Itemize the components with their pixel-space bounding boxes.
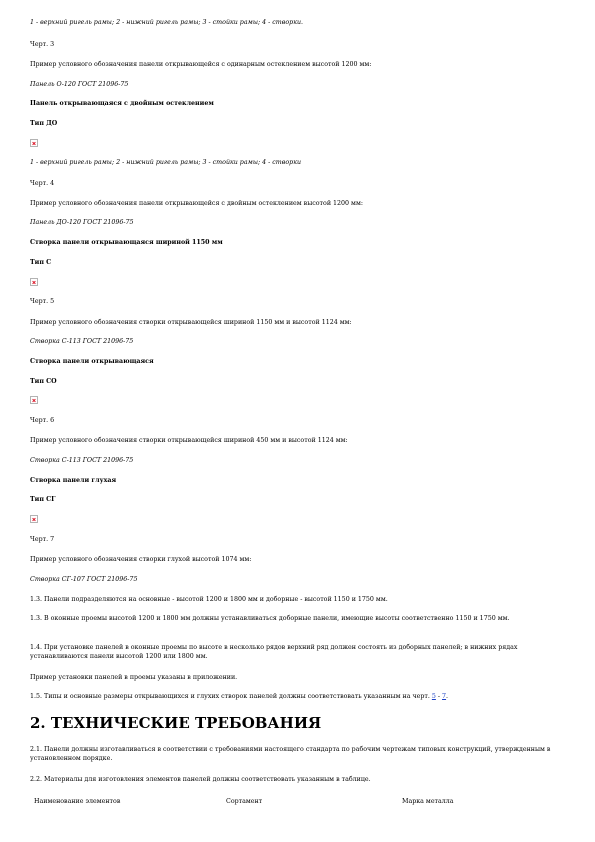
paragraph-1-3b: 1.3. В оконные проемы высотой 1200 и 1800 мм должны устанавливаться доборные панели, имеющие высоты соответственно 1150 и 1750 мм. <box>30 615 510 622</box>
figure-caption: Черт. 5 <box>30 298 55 305</box>
example-text: Пример условного обозначения створки глухой высотой 1074 мм: <box>30 556 252 563</box>
paragraph-note: Пример установки панелей в проемы указаны в приложении. <box>30 674 238 681</box>
type-label: Тип СГ <box>30 496 56 503</box>
example-text: Пример условного обозначения панели открывающейся с двойным остеклением высотой 1200 мм: <box>30 200 363 207</box>
section-subtitle: Створка панели открывающаяся <box>30 358 154 365</box>
legend-text: 1 - верхний ригель рамы; 2 - нижний ригель рамы; 3 - стойки рамы; 4 - створки. <box>30 19 304 26</box>
period: . <box>446 693 449 700</box>
paragraph-2-2: 2.2. Материалы для изготовления элементов панелей должны соответствовать указанным в таблице. <box>30 776 371 783</box>
example-text: Пример условного обозначения створки открывающейся шириной 450 мм и высотой 1124 мм: <box>30 437 348 444</box>
paragraph-1-3: 1.3. Панели подразделяются на основные - высотой 1200 и 1800 мм и доборные - высотой 1150 и 1750 мм. <box>30 596 388 603</box>
designation-example: Створка СГ-107 ГОСТ 21096-75 <box>30 576 138 583</box>
figure-caption: Черт. 6 <box>30 417 55 424</box>
broken-image-icon <box>30 515 38 523</box>
table-header-cell: Наименование элементов <box>34 798 121 805</box>
figure-5-link[interactable]: 5 <box>431 693 436 700</box>
broken-image-icon <box>30 396 38 404</box>
designation-example: Створка С-113 ГОСТ 21096-75 <box>30 338 134 345</box>
paragraph-1-5-text: 1.5. Типы и основные размеры открывающихся и глухих створок панелей должны соответствовать указанным на черт. <box>30 693 432 700</box>
section-subtitle: Створка панели открывающаяся шириной 1150 мм <box>30 239 223 246</box>
example-text: Пример условного обозначения створки открывающейся шириной 1150 мм и высотой 1124 мм: <box>30 319 352 326</box>
figure-caption: Черт. 4 <box>30 180 55 187</box>
type-label: Тип ДО <box>30 120 58 127</box>
table-header-cell: Марка металла <box>402 798 454 805</box>
type-label: Тип С <box>30 259 52 266</box>
section-subtitle: Створка панели глухая <box>30 477 117 484</box>
paragraph-2-1: 2.1. Панели должны изготавливаться в соответствии с требованиями настоящего стандарта по рабочим чертежам типовых конструкций, утвержденным в установленном порядке. <box>30 746 551 762</box>
example-text: Пример условного обозначения панели открывающейся с одинарным остеклением высотой 1200 мм: <box>30 61 372 68</box>
designation-example: Панель ДО-120 ГОСТ 21096-75 <box>30 219 134 226</box>
figure-caption: Черт. 3 <box>30 41 55 48</box>
designation-example: Створка С-113 ГОСТ 21096-75 <box>30 457 134 464</box>
paragraph-1-5 <box>30 692 448 701</box>
figure-caption: Черт. 7 <box>30 536 55 543</box>
broken-image-icon <box>30 139 38 147</box>
section-heading: 2. ТЕХНИЧЕСКИЕ ТРЕБОВАНИЯ <box>30 714 322 732</box>
type-label: Тип СО <box>30 378 57 385</box>
figure-7-link[interactable]: 7 <box>442 693 447 700</box>
materials-table-header <box>30 797 522 806</box>
table-header-cell: Сортамент <box>226 798 263 805</box>
paragraph-1-4: 1.4. При установке панелей в оконные проемы по высоте в несколько рядов верхний ряд должен состоять из доборных панелей; в нижних рядах устанавливаются панели высотой 1200 или 1800 мм. <box>30 644 518 660</box>
legend-text: 1 - верхний ригель рамы; 2 - нижний ригель рамы; 3 - стойки рамы; 4 - створки <box>30 159 302 166</box>
section-subtitle: Панель открывающаяся с двойным остеклением <box>30 100 214 107</box>
designation-example: Панель О-120 ГОСТ 21096-75 <box>30 81 129 88</box>
dash-separator: - <box>435 693 443 700</box>
broken-image-icon <box>30 278 38 286</box>
